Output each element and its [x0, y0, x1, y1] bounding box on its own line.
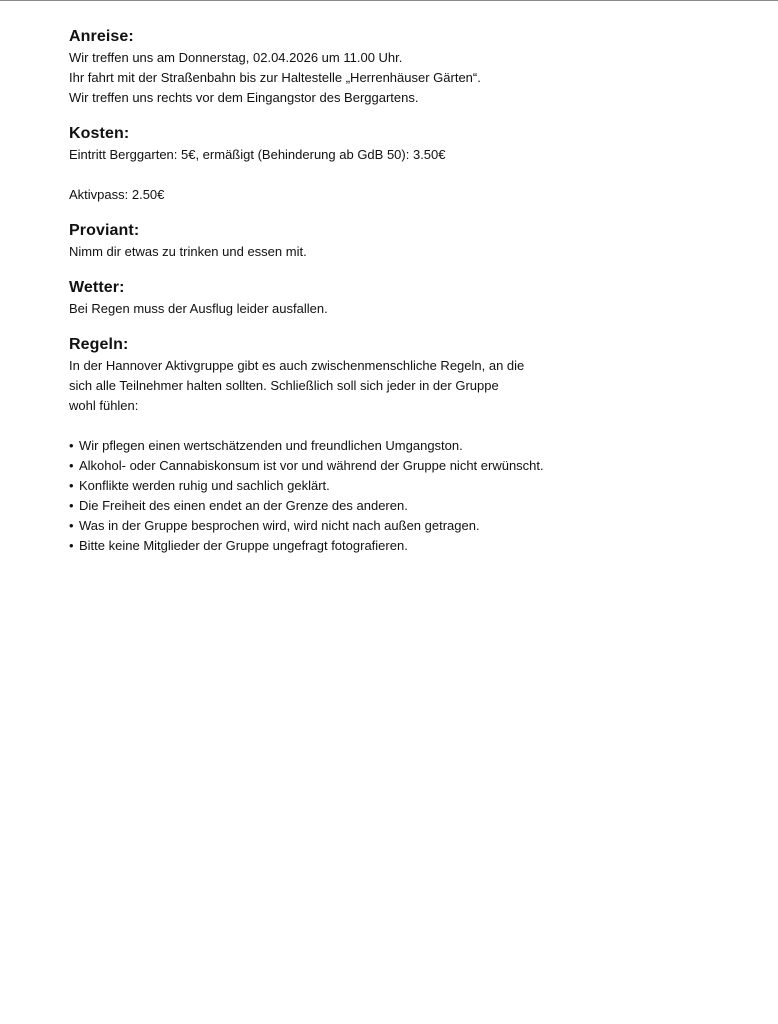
- section-anreise: [69, 27, 749, 108]
- wetter-heading: Wetter:: [69, 279, 125, 296]
- anreise-heading: Anreise:: [69, 28, 134, 45]
- list-item-text: Die Freiheit des einen endet an der Grenze des anderen.: [79, 498, 408, 513]
- document-page: [69, 27, 749, 556]
- list-item: [69, 476, 749, 496]
- list-item-text: Was in der Gruppe besprochen wird, wird nicht nach außen getragen.: [79, 518, 480, 533]
- list-item: [69, 516, 749, 536]
- anreise-line: Wir treffen uns am Donnerstag, 02.04.2026 um 11.00 Uhr.: [69, 50, 403, 65]
- regeln-intro-line: In der Hannover Aktivgruppe gibt es auch zwischenmenschliche Regeln, an die: [69, 358, 525, 373]
- bullet-icon: •: [69, 498, 74, 513]
- bullet-icon: •: [69, 518, 74, 533]
- regeln-list: [69, 436, 749, 556]
- list-item-text: Wir pflegen einen wertschätzenden und freundlichen Umgangston.: [79, 438, 463, 453]
- proviant-text: Nimm dir etwas zu trinken und essen mit.: [69, 244, 307, 259]
- regeln-intro-line: wohl fühlen:: [69, 398, 139, 413]
- page-top-border: [0, 0, 778, 1]
- list-item: [69, 456, 749, 476]
- anreise-line: Ihr fahrt mit der Straßenbahn bis zur Haltestelle „Herrenhäuser Gärten“.: [69, 70, 481, 85]
- list-item: [69, 436, 749, 456]
- proviant-heading: Proviant:: [69, 222, 140, 239]
- kosten-aktivpass: Aktivpass: 2.50€: [69, 187, 165, 202]
- list-item-text: Alkohol- oder Cannabiskonsum ist vor und während der Gruppe nicht erwünscht.: [79, 458, 544, 473]
- wetter-text: Bei Regen muss der Ausflug leider ausfallen.: [69, 301, 328, 316]
- regeln-heading: Regeln:: [69, 336, 129, 353]
- section-proviant: [69, 221, 749, 262]
- anreise-line: Wir treffen uns rechts vor dem Eingangstor des Berggartens.: [69, 90, 419, 105]
- list-item: [69, 496, 749, 516]
- bullet-icon: •: [69, 438, 74, 453]
- list-item-text: Konflikte werden ruhig und sachlich geklärt.: [79, 478, 330, 493]
- section-kosten: [69, 124, 749, 205]
- list-item-text: Bitte keine Mitglieder der Gruppe ungefragt fotografieren.: [79, 538, 408, 553]
- kosten-heading: Kosten:: [69, 125, 130, 142]
- kosten-eintritt: Eintritt Berggarten: 5€, ermäßigt (Behinderung ab GdB 50): 3.50€: [69, 147, 446, 162]
- section-regeln: [69, 335, 749, 556]
- bullet-icon: •: [69, 478, 74, 493]
- list-item: [69, 536, 749, 556]
- section-wetter: [69, 278, 749, 319]
- bullet-icon: •: [69, 538, 74, 553]
- bullet-icon: •: [69, 458, 74, 473]
- regeln-intro-line: sich alle Teilnehmer halten sollten. Schließlich soll sich jeder in der Gruppe: [69, 378, 499, 393]
